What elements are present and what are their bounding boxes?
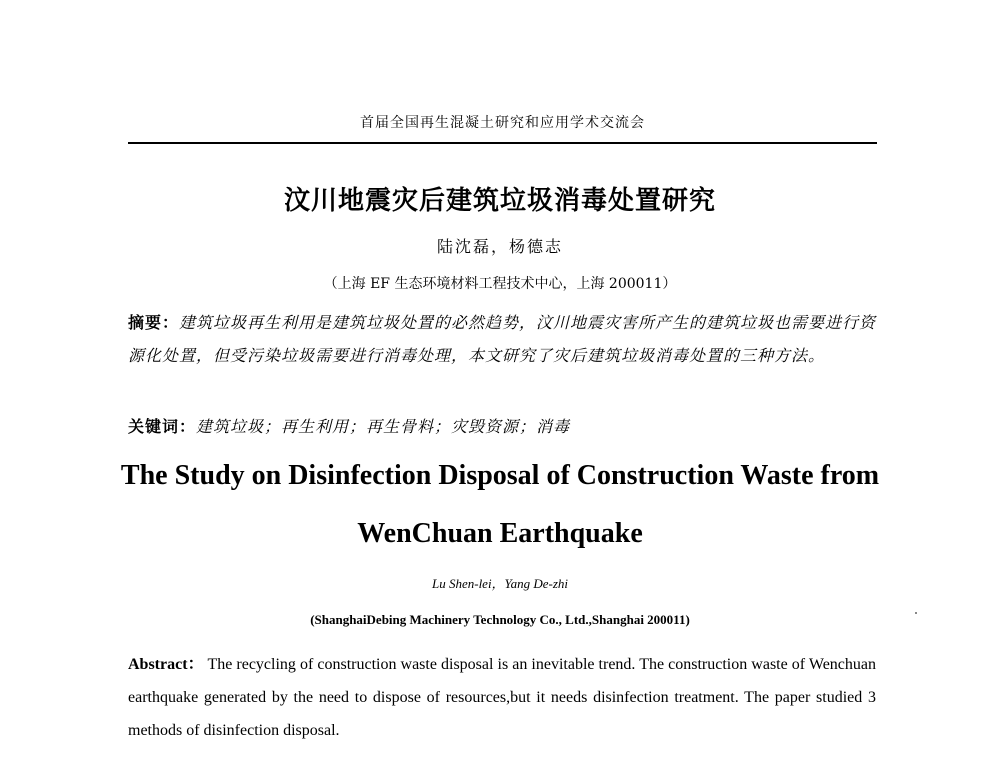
header-rule xyxy=(128,142,877,144)
chinese-abstract xyxy=(128,306,878,372)
english-abstract-text: The recycling of construction waste disposal is an inevitable trend. The construction waste of Wenchuan earthquake generated by the need to dispose of resources,but it needs disinfection treatment. The paper studied 3 methods of disinfection disposal. xyxy=(128,656,877,739)
chinese-affiliation: （上海 EF 生态环境材料工程技术中心，上海 200011） xyxy=(323,276,677,292)
english-title-line-2: WenChuan Earthquake xyxy=(357,518,643,549)
chinese-title: 汶川地震灾后建筑垃圾消毒处置研究 xyxy=(283,186,716,216)
scan-speck xyxy=(915,612,917,614)
chinese-abstract-text: 建筑垃圾再生利用是建筑垃圾处置的必然趋势，汶川地震灾害所产生的建筑垃圾也需要进行资源化处置，但受污染垃圾需要进行消毒处理，本文研究了灾后建筑垃圾消毒处置的三种方法。 xyxy=(128,313,877,365)
english-affiliation: (ShanghaiDebing Machinery Technology Co., Ltd.,Shanghai 200011) xyxy=(310,612,690,627)
chinese-authors: 陆沈磊，杨德志 xyxy=(436,237,563,256)
conference-header: 首届全国再生混凝土研究和应用学术交流会 xyxy=(360,115,645,131)
cut-off-next-line xyxy=(128,750,876,760)
english-authors: Lu Shen-lei，Yang De-zhi xyxy=(431,576,569,591)
english-abstract xyxy=(128,648,876,747)
chinese-keywords-label: 关键词： xyxy=(128,417,197,436)
chinese-abstract-label: 摘要： xyxy=(128,313,180,332)
english-title-line-1: The Study on Disinfection Disposal of Construction Waste from xyxy=(120,460,880,491)
chinese-keywords-text: 建筑垃圾；再生利用；再生骨料；灾毁资源；消毒 xyxy=(196,417,571,436)
english-abstract-label: Abstract： xyxy=(128,656,204,673)
chinese-keywords xyxy=(128,414,878,437)
